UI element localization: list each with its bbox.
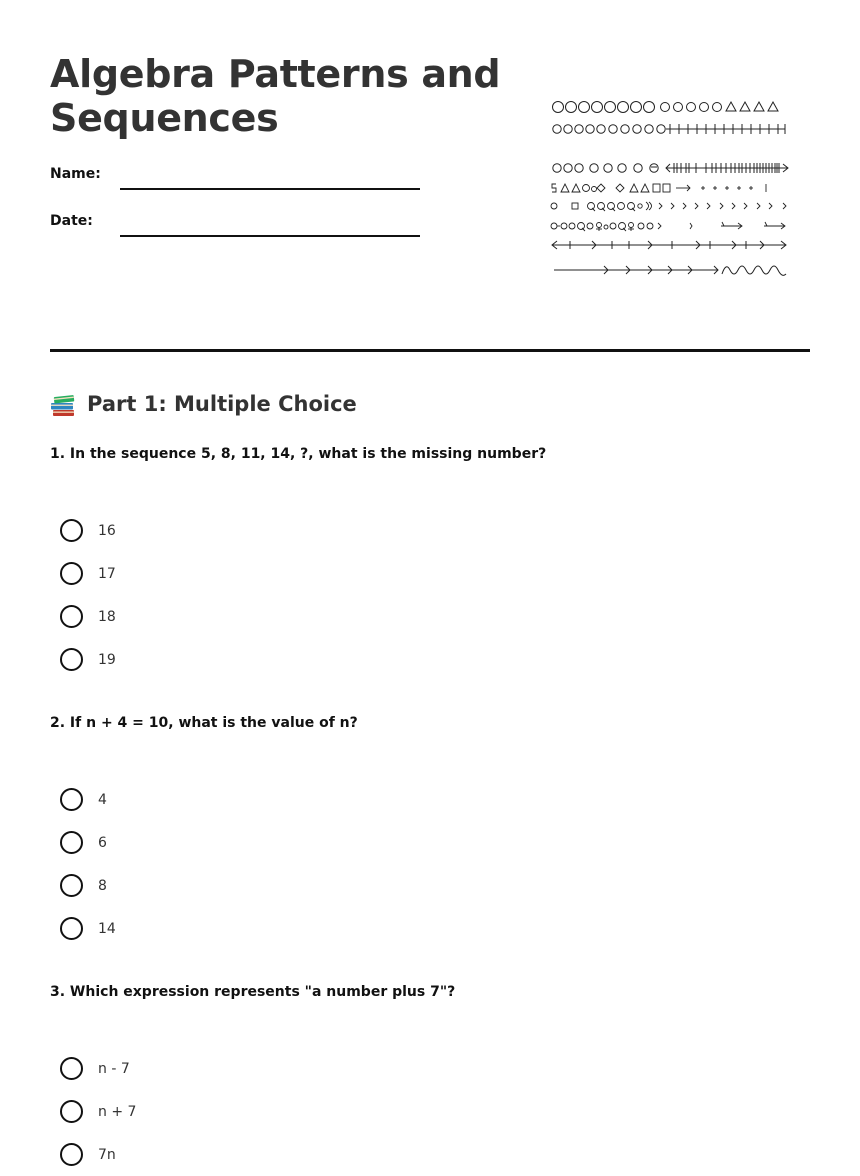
section-heading [50,388,357,420]
pattern-row-arrow-wave [554,266,786,275]
option-label: 16 [98,522,116,539]
question-text: 1. In the sequence 5, 8, 11, 14, ?, what is the missing number? [50,446,547,462]
name-label: Name: [50,166,101,182]
books-icon [50,390,76,418]
option-label: 19 [98,651,116,668]
radio-circle-icon[interactable] [60,1057,83,1080]
option-label: 14 [98,920,116,937]
option-label: n - 7 [98,1060,130,1077]
pattern-row-q-chevrons [551,202,786,211]
question-text: 2. If n + 4 = 10, what is the value of n? [50,715,358,731]
radio-circle-icon[interactable] [60,1143,83,1166]
question-2 [50,713,810,937]
radio-circle-icon[interactable] [60,917,83,940]
answer-options [60,778,116,950]
option-label: 6 [98,834,107,851]
header-divider [50,349,810,352]
pattern-row-mixed-shapes [552,184,766,192]
pattern-row-circle-mix-arrows [551,222,785,231]
question-text: 3. Which expression represents "a number plus 7"? [50,984,456,1000]
question-1 [50,444,810,668]
option-label: 17 [98,565,116,582]
answer-option[interactable] [60,552,116,595]
answer-option[interactable] [60,1090,136,1133]
pattern-row-circles-triangles [553,102,779,113]
answer-option[interactable] [60,509,116,552]
radio-circle-icon[interactable] [60,605,83,628]
question-3 [50,982,810,1163]
date-blank-line[interactable] [120,235,420,237]
worksheet-title: Algebra Patterns and Sequences [50,52,501,140]
radio-circle-icon[interactable] [60,788,83,811]
option-label: 18 [98,608,116,625]
answer-option[interactable] [60,638,116,681]
answer-option[interactable] [60,821,116,864]
radio-circle-icon[interactable] [60,519,83,542]
pattern-row-number-line [552,241,786,249]
section-title: Part 1: Multiple Choice [87,392,357,416]
name-blank-line[interactable] [120,188,420,190]
answer-option[interactable] [60,1133,136,1176]
pattern-row-circles-ticks [553,124,785,134]
name-field [50,160,420,190]
radio-circle-icon[interactable] [60,874,83,897]
date-label: Date: [50,213,93,229]
answer-option[interactable] [60,778,116,821]
answer-options [60,509,116,681]
pattern-sequences-illustration [550,92,800,282]
option-label: 8 [98,877,107,894]
answer-option[interactable] [60,1047,136,1090]
answer-options [60,1047,136,1176]
pattern-row-circles-arrow [553,163,788,173]
radio-circle-icon[interactable] [60,562,83,585]
radio-circle-icon[interactable] [60,648,83,671]
answer-option[interactable] [60,907,116,950]
radio-circle-icon[interactable] [60,831,83,854]
date-field [50,207,420,237]
radio-circle-icon[interactable] [60,1100,83,1123]
option-label: n + 7 [98,1103,137,1120]
answer-option[interactable] [60,864,116,907]
answer-option[interactable] [60,595,116,638]
option-label: 7n [98,1146,116,1163]
option-label: 4 [98,791,107,808]
